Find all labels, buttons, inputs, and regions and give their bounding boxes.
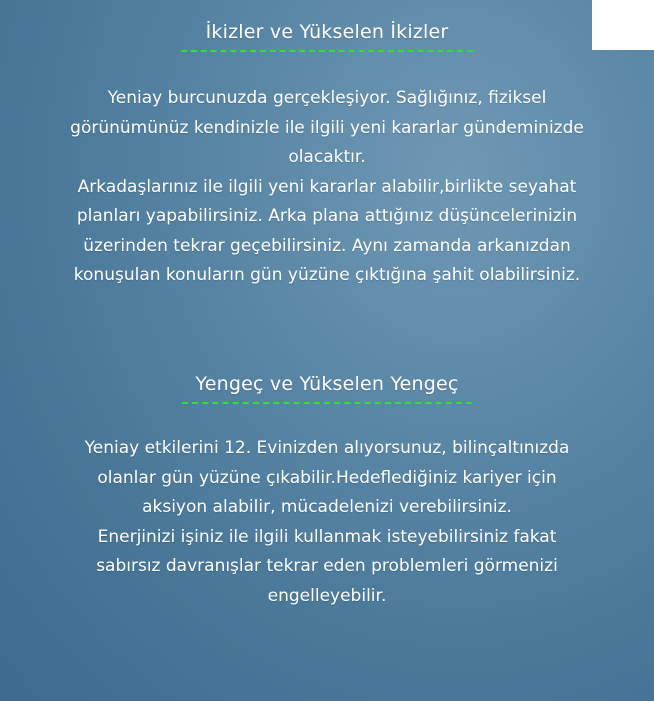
- section-title: İkizler ve Yükselen İkizler: [205, 21, 449, 43]
- body-line: planları yapabilirsiniz. Arka plana attığınız düşüncelerinizin: [76, 206, 578, 226]
- body-line: olanlar gün yüzüne çıkabilir.Hedeflediğiniz kariyer için: [97, 467, 557, 488]
- body-line: Enerjinizi işiniz ile ilgili kullanmak isteyebilirsiniz fakat: [97, 526, 557, 547]
- body-line: Yeniay etkilerini 12. Evinizden alıyorsunuz, bilinçaltınızda: [84, 438, 570, 458]
- body-line: Arkadaşlarınız ile ilgili yeni kararlar alabilir,birlikte seyahat: [77, 176, 577, 197]
- body-line: konuşulan konuların gün yüzüne çıktığına şahit olabilirsiniz.: [73, 265, 581, 285]
- section-body: [0, 84, 654, 291]
- title-underline: [182, 402, 472, 404]
- section-body: [0, 434, 654, 611]
- body-line: engelleyebilir.: [267, 585, 387, 606]
- body-line: üzerinden tekrar geçebilirsiniz. Aynı zamanda arkanızdan: [83, 235, 571, 256]
- body-line: olacaktır.: [288, 147, 366, 167]
- section-yengec: [0, 372, 654, 611]
- body-line: aksiyon alabilir, mücadelenizi verebilirsiniz.: [142, 497, 512, 517]
- body-line: görünümünüz kendinizle ile ilgili yeni kararlar gündeminizde: [70, 117, 584, 138]
- section-ikizler: [0, 20, 654, 291]
- body-line: sabırsız davranışlar tekrar eden problemleri görmenizi: [96, 556, 558, 576]
- title-underline: [181, 50, 473, 52]
- section-title: Yengeç ve Yükselen Yengeç: [195, 373, 459, 395]
- body-line: Yeniay burcunuzda gerçekleşiyor. Sağlığınız, fiziksel: [107, 88, 547, 108]
